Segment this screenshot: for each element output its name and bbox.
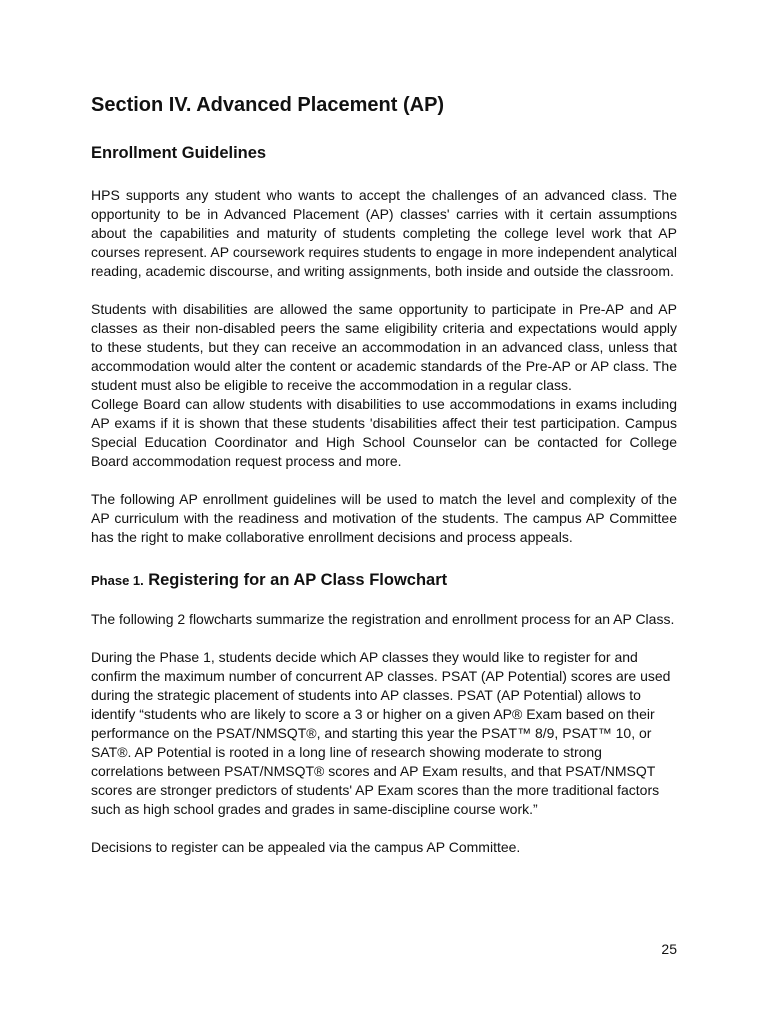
paragraph-flowcharts: The following 2 flowcharts summarize the registration and enrollment process for an AP Class.: [91, 611, 675, 627]
enrollment-heading: Enrollment Guidelines: [91, 144, 267, 162]
paragraph-guidelines: The following AP enrollment guidelines will be used to match the level and complexity of the AP curriculum with the readiness and motivation of the students. The campus AP Committee has the right to make collaborative enrollment decisions and process appeals.: [91, 491, 677, 545]
paragraph-appeals: Decisions to register can be appealed via the campus AP Committee.: [91, 839, 521, 855]
section-title: Section IV. Advanced Placement (AP): [91, 94, 445, 116]
paragraph-disabilities: Students with disabilities are allowed the same opportunity to participate in Pre-AP and AP classes as their non-disabled peers the same eligibility criteria and expectations would apply to these students, but they can receive an accommodation in an advanced class, unless that accommodation would alter the content or academic standards of the Pre-AP or AP class. The student must also be eligible to receive the accommodation in a regular class.: [91, 301, 677, 393]
paragraph-college-board: College Board can allow students with disabilities to use accommodations in exams including AP exams if it is shown that these students 'disabilities affect their test participation. Campus Special Education Coordinator and High School Counselor can be contacted for College Board accommodation request process and more.: [91, 396, 677, 469]
phase-prefix: Phase 1.: [91, 573, 144, 588]
page-number: 25: [661, 941, 677, 957]
phase-title: Registering for an AP Class Flowchart: [148, 571, 448, 589]
document-page: [91, 92, 677, 857]
paragraph-phase1: During the Phase 1, students decide which AP classes they would like to register for and confirm the maximum number of concurrent AP classes. PSAT (AP Potential) scores are used during the strategic placement of students into AP classes. PSAT (AP Potential) allows to identify “students who are likely to score a 3 or higher on a given AP® Exam based on their performance on the PSAT/NMSQT®, and starting this year the PSAT™ 8/9, PSAT™ 10, or SAT®. AP Potential is rooted in a long line of research showing moderate to strong correlations between PSAT/NMSQT® scores and AP Exam results, and that PSAT/NMSQT scores are stronger predictors of students' AP Exam scores than the more traditional factors such as high school grades and grades in same-discipline course work.”: [91, 649, 671, 817]
paragraph-intro: HPS supports any student who wants to accept the challenges of an advanced class. The opportunity to be in Advanced Placement (AP) classes' carries with it certain assumptions about the capabilities and maturity of students completing the college level work that AP courses represent. AP coursework requires students to engage in more independent analytical reading, academic discourse, and writing assignments, both inside and outside the classroom.: [91, 187, 677, 279]
phase-heading: [91, 569, 677, 592]
